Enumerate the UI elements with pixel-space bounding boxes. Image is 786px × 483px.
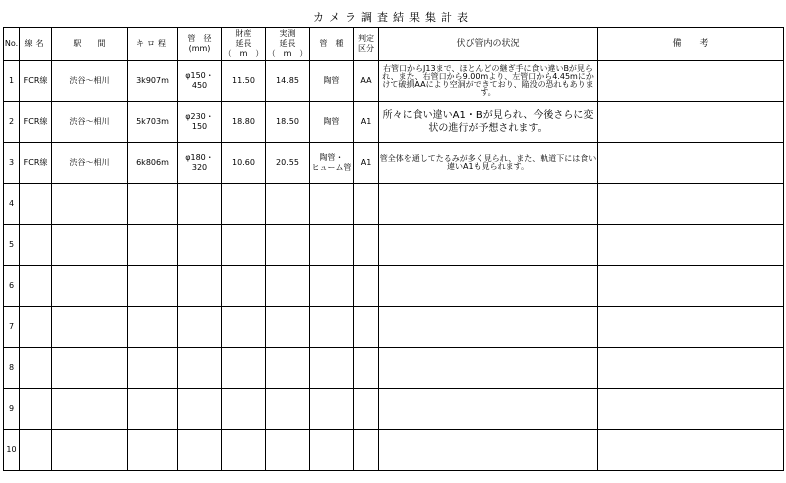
header-grade-line1: 判定	[358, 34, 374, 43]
table-row	[4, 184, 784, 225]
row-grade: A1	[354, 102, 379, 143]
row-asset-length: 18.80	[222, 102, 266, 143]
row-section: 渋谷～相川	[52, 61, 128, 102]
table-row	[4, 389, 784, 430]
row-grade: AA	[354, 61, 379, 102]
row-no: 9	[4, 389, 20, 430]
row-notes	[598, 61, 784, 102]
header-diameter-label: 管 径	[187, 34, 212, 43]
row-diameter	[178, 61, 222, 102]
row-no: 3	[4, 143, 20, 184]
header-condition: 伏び管内の状況	[379, 28, 598, 61]
row-diameter-line2: 450	[191, 81, 208, 90]
header-diameter-unit: (mm)	[188, 44, 211, 53]
row-grade: A1	[354, 143, 379, 184]
row-diameter-line1: φ230・	[185, 112, 214, 121]
header-asset-length-line2: 延長	[235, 39, 252, 48]
row-section: 渋谷～相川	[52, 102, 128, 143]
row-no: 8	[4, 348, 20, 389]
page-title: カメラ調査結果集計表	[313, 11, 473, 24]
row-pipe-type	[310, 61, 354, 102]
row-diameter	[178, 143, 222, 184]
row-measured-length: 18.50	[266, 102, 310, 143]
row-pipe-type	[310, 102, 354, 143]
header-kilo: キロ程	[128, 28, 178, 61]
row-pipe-type-line1: 陶管・	[319, 153, 344, 162]
row-diameter-line1: φ180・	[185, 153, 214, 162]
header-line-name: 線名	[20, 28, 52, 61]
row-kilo: 6k806m	[128, 143, 178, 184]
row-diameter	[178, 102, 222, 143]
header-diameter	[178, 28, 222, 61]
row-diameter-line2: 320	[191, 163, 208, 172]
row-pipe-type-line1: 陶管	[323, 117, 340, 126]
row-no: 5	[4, 225, 20, 266]
header-measured-length-line1: 実測	[279, 29, 296, 38]
header-row	[4, 28, 784, 61]
table-row	[4, 430, 784, 471]
row-pipe-type	[310, 143, 354, 184]
row-asset-length: 10.60	[222, 143, 266, 184]
header-measured-length-line2: 延長	[279, 39, 296, 48]
row-notes	[598, 143, 784, 184]
row-no: 2	[4, 102, 20, 143]
table-row	[4, 307, 784, 348]
header-asset-length-line1: 財産	[235, 29, 252, 38]
table-row	[4, 348, 784, 389]
table-row	[4, 61, 784, 102]
header-grade	[354, 28, 379, 61]
header-asset-length-unit: （ m ）	[223, 49, 264, 58]
row-measured-length: 14.85	[266, 61, 310, 102]
row-no: 7	[4, 307, 20, 348]
row-pipe-type-line1: 陶管	[323, 76, 340, 85]
header-pipe-type: 管 種	[310, 28, 354, 61]
row-no: 1	[4, 61, 20, 102]
row-pipe-type-line2: ヒューム管	[311, 163, 352, 172]
header-no: No.	[4, 28, 20, 61]
header-asset-length	[222, 28, 266, 61]
row-no: 6	[4, 266, 20, 307]
row-condition: 管全体を通してたるみが多く見られ、また、軌道下には食い違いA1も見られます。	[379, 143, 598, 184]
row-no: 10	[4, 430, 20, 471]
row-notes	[598, 102, 784, 143]
table-row	[4, 102, 784, 143]
row-line: FCR線	[20, 102, 52, 143]
table-row	[4, 266, 784, 307]
header-measured-length	[266, 28, 310, 61]
row-diameter-line1: φ150・	[185, 71, 214, 80]
row-line: FCR線	[20, 143, 52, 184]
row-asset-length: 11.50	[222, 61, 266, 102]
header-station-section: 駅 間	[52, 28, 128, 61]
header-measured-length-unit: （ m ）	[267, 49, 308, 58]
row-condition: 所々に食い違いA1・Bが見られ、今後さらに変状の進行が予想されます。	[379, 102, 598, 143]
header-grade-line2: 区分	[358, 44, 374, 53]
row-condition: 右管口からJ13まで、ほとんどの継ぎ手に食い違いBが見られ、また、右管口から9.00mより、左管口から4.45mにかけて破損AAにより空洞ができており、陥没の恐れもあります。	[379, 61, 598, 102]
table-row	[4, 225, 784, 266]
row-section: 渋谷～相川	[52, 143, 128, 184]
row-line: FCR線	[20, 61, 52, 102]
survey-table	[3, 27, 784, 471]
row-diameter-line2: 150	[191, 122, 208, 131]
header-notes: 備 考	[598, 28, 784, 61]
row-kilo: 3k907m	[128, 61, 178, 102]
row-no: 4	[4, 184, 20, 225]
row-kilo: 5k703m	[128, 102, 178, 143]
row-measured-length: 20.55	[266, 143, 310, 184]
table-row	[4, 143, 784, 184]
